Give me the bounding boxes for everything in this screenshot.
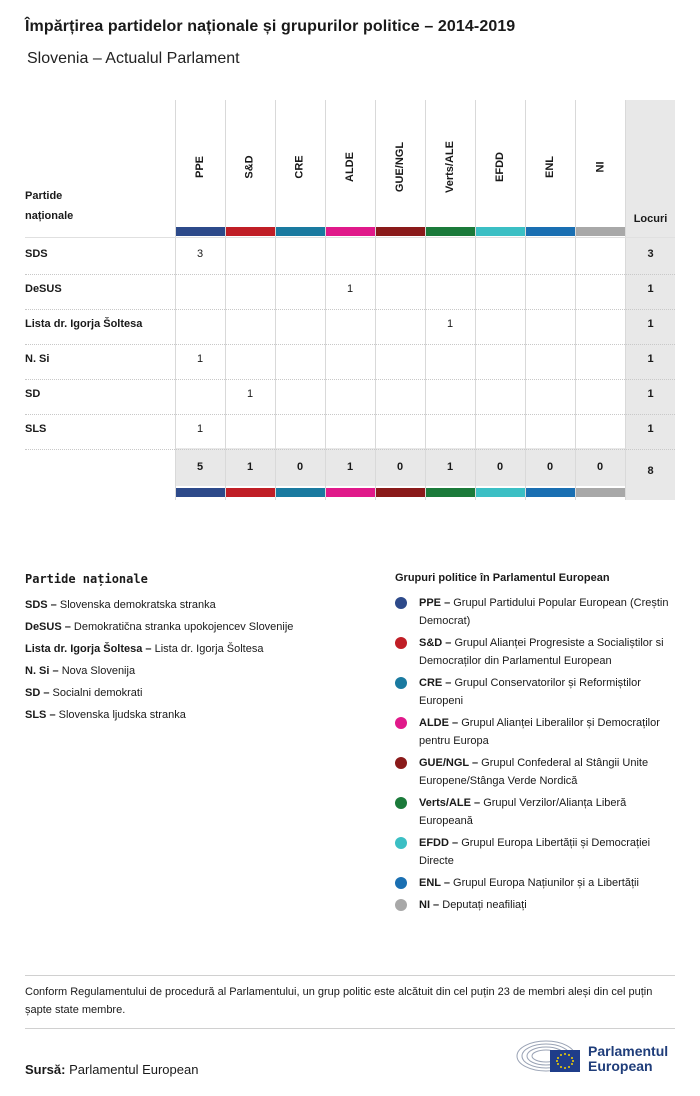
group-legend-item — [395, 794, 680, 830]
seat-distribution-table — [25, 100, 675, 500]
group-legend-item — [395, 874, 680, 892]
rule-note: Conform Regulamentului de procedură al Parlamentului, un grup politic este alcătuit din cel puțin 23 de membri aleși din cel puțin șapte state membre. — [25, 986, 653, 1016]
political-groups-heading: Grupuri politice în Parlamentul European — [395, 572, 610, 584]
group-column-label: CRE — [293, 155, 306, 179]
row-divider — [25, 274, 675, 275]
group-legend-item — [395, 896, 680, 914]
party-seat-total: 3 — [647, 248, 654, 260]
group-legend-name: Grupul Europa Libertății și Democrației Directe — [419, 837, 651, 867]
party-seat-total: 1 — [647, 353, 654, 365]
group-color-bar-top — [176, 227, 225, 236]
row-divider — [25, 379, 675, 380]
group-legend-abbr: GUE/NGL – — [419, 757, 479, 769]
party-legend-name: Slovenska demokratska stranka — [59, 599, 216, 611]
source-value: Parlamentul European — [69, 1062, 199, 1077]
group-color-bar-top — [426, 227, 475, 236]
group-color-bar-bottom — [576, 488, 625, 497]
party-row-label: Lista dr. Igorja Šoltesa — [25, 318, 143, 330]
party-seat-total: 1 — [647, 318, 654, 330]
party-legend-name: Nova Slovenija — [61, 665, 136, 677]
seats-header-label: Locuri — [633, 213, 668, 225]
group-legend-abbr: S&D – — [419, 637, 452, 649]
group-legend-item — [395, 754, 680, 790]
group-total-cell: 0 — [496, 461, 504, 473]
group-legend-abbr: PPE – — [419, 597, 451, 609]
group-legend-abbr: NI – — [419, 899, 440, 911]
group-legend-item — [395, 834, 680, 870]
group-color-dot — [395, 597, 407, 609]
party-legend-abbr: Lista dr. Igorja Šoltesa – — [25, 643, 152, 655]
group-legend-item — [395, 594, 680, 630]
group-column-label: GUE/NGL — [394, 141, 406, 193]
row-divider — [25, 309, 675, 310]
group-color-bar-top — [226, 227, 275, 236]
party-legend-abbr: N. Si – — [25, 665, 59, 677]
party-legend-item — [25, 682, 365, 704]
group-color-bar-top — [276, 227, 325, 236]
group-column-header — [175, 112, 225, 222]
group-color-bar-bottom — [326, 488, 375, 497]
political-groups-list — [395, 594, 680, 914]
party-legend-item — [25, 616, 365, 638]
party-legend-name: Lista dr. Igorja Šoltesa — [154, 643, 264, 655]
group-color-dot — [395, 757, 407, 769]
logo-line-1: Parlamentul — [588, 1043, 669, 1059]
national-parties-heading: Partide naționale — [25, 572, 148, 586]
row-divider — [25, 344, 675, 345]
group-column-header — [375, 112, 425, 222]
group-color-bar-top — [476, 227, 525, 236]
group-legend-item — [395, 714, 680, 750]
group-total-cell: 1 — [246, 461, 254, 473]
party-legend-name: Socialni demokrati — [52, 687, 143, 699]
group-legend-abbr: CRE – — [419, 677, 452, 689]
group-total-cell: 0 — [396, 461, 404, 473]
group-color-bar-bottom — [176, 488, 225, 497]
group-color-dot — [395, 797, 407, 809]
party-legend-name: Slovenska ljudska stranka — [58, 709, 186, 721]
row-divider — [25, 414, 675, 415]
logo-wordmark — [588, 1044, 668, 1074]
group-legend-item — [395, 634, 680, 670]
seat-count-cell: 1 — [196, 353, 204, 365]
party-legend-abbr: SD – — [25, 687, 50, 699]
group-column-header — [425, 112, 475, 222]
party-legend-name: Demokratična stranka upokojencev Slovenije — [73, 621, 294, 633]
logo-line-2: European — [588, 1058, 653, 1074]
group-column-header — [575, 112, 625, 222]
group-color-dot — [395, 877, 407, 889]
seat-count-cell: 3 — [196, 248, 204, 260]
group-legend-name: Grupul Europa Națiunilor și a Libertății — [453, 877, 639, 889]
group-legend-name: Grupul Verzilor/Alianța Liberă Europeană — [419, 797, 627, 827]
party-seat-total: 1 — [647, 423, 654, 435]
row-divider — [25, 449, 675, 450]
source-line — [25, 1062, 198, 1077]
group-total-cell: 5 — [196, 461, 204, 473]
group-total-cell: 0 — [296, 461, 304, 473]
group-legend-abbr: Verts/ALE – — [419, 797, 481, 809]
group-color-bar-top — [326, 227, 375, 236]
group-legend-name: Deputați neafiliați — [442, 899, 527, 911]
group-color-bar-bottom — [426, 488, 475, 497]
page-subtitle: Slovenia – Actualul Parlament — [27, 50, 240, 67]
group-total-cell: 1 — [446, 461, 454, 473]
party-row-label: SDS — [25, 248, 48, 260]
group-color-dot — [395, 637, 407, 649]
party-legend-abbr: DeSUS – — [25, 621, 71, 633]
group-color-bar-bottom — [526, 488, 575, 497]
group-column-label: S&D — [243, 155, 256, 179]
group-color-dot — [395, 899, 407, 911]
group-legend-name: Grupul Partidului Popular European (Creștin Democrat) — [419, 597, 669, 627]
group-column-label: ENL — [544, 156, 556, 178]
group-column-header — [475, 112, 525, 222]
national-parties-list — [25, 594, 365, 726]
group-column-header — [525, 112, 575, 222]
group-column-label: ALDE — [343, 152, 356, 182]
party-seat-total: 1 — [647, 388, 654, 400]
party-row-label: SLS — [25, 423, 47, 435]
group-legend-abbr: ALDE – — [419, 717, 459, 729]
group-legend-abbr: EFDD – — [419, 837, 459, 849]
party-legend-abbr: SDS – — [25, 599, 57, 611]
group-column-label: PPE — [193, 155, 206, 179]
national-parties-legend — [25, 572, 365, 726]
page-title: Împărțirea partidelor naționale și grupurilor politice – 2014-2019 — [25, 18, 516, 35]
seats-column-background — [626, 100, 675, 500]
group-legend-name: Grupul Alianței Progresiste a Socialiștilor si Democraților din Parlamentul European — [419, 637, 664, 667]
party-legend-item — [25, 704, 365, 726]
group-total-cell: 0 — [546, 461, 554, 473]
grand-total-cell: 8 — [647, 465, 654, 477]
group-color-bar-bottom — [276, 488, 325, 497]
group-column-label: NI — [594, 161, 606, 173]
header-divider — [25, 237, 675, 238]
group-total-cell: 1 — [346, 461, 354, 473]
group-column-header — [325, 112, 375, 222]
group-column-header — [225, 112, 275, 222]
group-color-dot — [395, 717, 407, 729]
row-header-label: Partide naționale — [25, 190, 74, 222]
group-color-bar-bottom — [476, 488, 525, 497]
group-legend-name: Grupul Conservatorilor și Reformiștilor Europeni — [419, 677, 641, 707]
group-legend-abbr: ENL – — [419, 877, 450, 889]
european-parliament-logo — [516, 1036, 676, 1078]
note-top-divider — [25, 975, 675, 976]
party-row-label: DeSUS — [25, 283, 62, 295]
party-seat-total: 1 — [647, 283, 654, 295]
group-column-label: EFDD — [493, 152, 506, 182]
group-total-cell: 0 — [596, 461, 604, 473]
group-color-dot — [395, 837, 407, 849]
group-legend-item — [395, 674, 680, 710]
group-color-bar-top — [526, 227, 575, 236]
party-legend-item — [25, 638, 365, 660]
seat-count-cell: 1 — [246, 388, 254, 400]
note-bottom-divider — [25, 1028, 675, 1029]
seat-count-cell: 1 — [196, 423, 204, 435]
group-legend-name: Grupul Alianței Liberalilor și Democraților pentru Europa — [419, 717, 660, 747]
party-legend-item — [25, 660, 365, 682]
party-row-label: N. Si — [25, 353, 50, 365]
group-column-label: Verts/ALE — [444, 141, 456, 193]
group-color-bar-bottom — [376, 488, 425, 497]
group-color-bar-top — [376, 227, 425, 236]
seat-count-cell: 1 — [346, 283, 354, 295]
party-legend-abbr: SLS – — [25, 709, 56, 721]
group-color-bar-top — [576, 227, 625, 236]
group-color-dot — [395, 677, 407, 689]
group-legend-name: Grupul Confederal al Stângii Unite Europene/Stânga Verde Nordică — [419, 757, 649, 787]
political-groups-legend — [395, 572, 680, 918]
party-legend-item — [25, 594, 365, 616]
source-label: Sursă: — [25, 1062, 66, 1077]
seat-count-cell: 1 — [446, 318, 454, 330]
group-column-header — [275, 112, 325, 222]
parliament-emblem-icon — [516, 1036, 582, 1076]
group-color-bar-bottom — [226, 488, 275, 497]
party-row-label: SD — [25, 388, 41, 400]
column-divider — [625, 100, 626, 500]
